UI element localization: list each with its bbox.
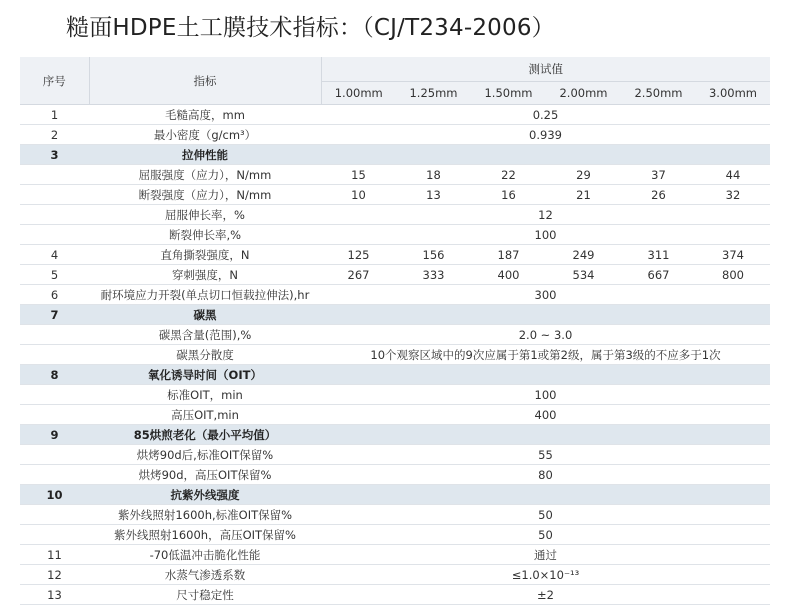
row-value: 37 [621, 165, 696, 185]
row-label: 碳黑含量(范围),% [89, 325, 321, 345]
row-number: 12 [20, 565, 89, 585]
thickness-header: 2.00mm [546, 82, 621, 105]
table-row [20, 405, 770, 425]
row-value: 16 [471, 185, 546, 205]
row-label: 耐环境应力开裂(单点切口恒载拉伸法),hr [89, 285, 321, 305]
row-value: 400 [321, 405, 770, 425]
table-row [20, 165, 770, 185]
table-row [20, 565, 770, 585]
table-row [20, 325, 770, 345]
row-label: 紫外线照射1600h，高压OIT保留% [89, 525, 321, 545]
section-label: 碳黑 [89, 305, 321, 325]
row-number: 9 [20, 425, 89, 445]
table-row [20, 265, 770, 285]
row-number: 2 [20, 125, 89, 145]
section-filler [321, 305, 770, 325]
section-row [20, 305, 770, 325]
row-value: 10个观察区域中的9次应属于第1或第2级，属于第3级的不应多于1次 [321, 345, 770, 365]
table-row [20, 545, 770, 565]
row-label: 毛糙高度，mm [89, 105, 321, 125]
row-value: 22 [471, 165, 546, 185]
table-row [20, 285, 770, 305]
table-row [20, 245, 770, 265]
row-number: 6 [20, 285, 89, 305]
row-value: 21 [546, 185, 621, 205]
row-number [20, 205, 89, 225]
table-row [20, 105, 770, 125]
row-value: 0.939 [321, 125, 770, 145]
row-value: 2.0 ~ 3.0 [321, 325, 770, 345]
row-number: 7 [20, 305, 89, 325]
row-value: 15 [321, 165, 396, 185]
row-value: 26 [621, 185, 696, 205]
table-row [20, 225, 770, 245]
table-row [20, 385, 770, 405]
row-label: 直角撕裂强度，N [89, 245, 321, 265]
row-number: 1 [20, 105, 89, 125]
row-value: 534 [546, 265, 621, 285]
header-no: 序号 [20, 57, 89, 105]
row-value: 32 [696, 185, 770, 205]
row-label: 紫外线照射1600h,标准OIT保留% [89, 505, 321, 525]
row-label: 高压OIT,min [89, 405, 321, 425]
row-label: 断裂伸长率,% [89, 225, 321, 245]
row-label: 碳黑分散度 [89, 345, 321, 365]
row-value: 249 [546, 245, 621, 265]
table-row [20, 505, 770, 525]
row-number: 5 [20, 265, 89, 285]
thickness-header: 1.25mm [396, 82, 471, 105]
row-value: 通过 [321, 545, 770, 565]
row-label: 水蒸气渗透系数 [89, 565, 321, 585]
row-value: 300 [321, 285, 770, 305]
section-filler [321, 485, 770, 505]
row-number: 8 [20, 365, 89, 385]
row-value: 44 [696, 165, 770, 185]
table-row [20, 185, 770, 205]
row-value: 0.25 [321, 105, 770, 125]
row-label: 标准OIT，min [89, 385, 321, 405]
section-row [20, 145, 770, 165]
header-test-value: 测试值 [321, 57, 770, 82]
row-number [20, 165, 89, 185]
row-value: 125 [321, 245, 396, 265]
section-label: 85烘煎老化（最小平均值） [89, 425, 321, 445]
row-number [20, 465, 89, 485]
row-label: 屈服强度（应力），N/mm [89, 165, 321, 185]
row-value: 50 [321, 505, 770, 525]
row-label: 烘烤90d后,标准OIT保留% [89, 445, 321, 465]
section-filler [321, 145, 770, 165]
row-label: 最小密度（g/cm³） [89, 125, 321, 145]
row-label: 屈服伸长率，% [89, 205, 321, 225]
table-row [20, 205, 770, 225]
table-row [20, 585, 770, 605]
row-number [20, 325, 89, 345]
row-value: ±2 [321, 585, 770, 605]
row-number [20, 505, 89, 525]
row-number [20, 345, 89, 365]
row-value: 267 [321, 265, 396, 285]
row-value: ≤1.0×10⁻¹³ [321, 565, 770, 585]
row-label: 穿刺强度，N [89, 265, 321, 285]
table-row [20, 125, 770, 145]
thickness-header: 1.00mm [321, 82, 396, 105]
row-number [20, 385, 89, 405]
section-row [20, 485, 770, 505]
row-number: 13 [20, 585, 89, 605]
spec-table [20, 57, 770, 605]
row-label: 烘烤90d，高压OIT保留% [89, 465, 321, 485]
row-value: 10 [321, 185, 396, 205]
row-value: 156 [396, 245, 471, 265]
row-value: 667 [621, 265, 696, 285]
section-label: 拉伸性能 [89, 145, 321, 165]
row-value: 18 [396, 165, 471, 185]
row-value: 187 [471, 245, 546, 265]
row-value: 374 [696, 245, 770, 265]
section-row [20, 365, 770, 385]
row-number: 3 [20, 145, 89, 165]
table-row [20, 445, 770, 465]
thickness-header: 1.50mm [471, 82, 546, 105]
row-value: 80 [321, 465, 770, 485]
section-label: 抗紫外线强度 [89, 485, 321, 505]
row-number [20, 185, 89, 205]
row-number: 11 [20, 545, 89, 565]
page-title: 糙面HDPE土工膜技术指标：（CJ/T234-2006） [66, 15, 555, 41]
row-value: 55 [321, 445, 770, 465]
table-row [20, 465, 770, 485]
row-number [20, 525, 89, 545]
row-value: 311 [621, 245, 696, 265]
row-value: 100 [321, 225, 770, 245]
section-label: 氧化诱导时间（OIT） [89, 365, 321, 385]
row-label: -70低温冲击脆化性能 [89, 545, 321, 565]
row-value: 12 [321, 205, 770, 225]
table-row [20, 345, 770, 365]
row-label: 断裂强度（应力），N/mm [89, 185, 321, 205]
row-value: 333 [396, 265, 471, 285]
header-row [20, 57, 770, 82]
row-value: 100 [321, 385, 770, 405]
row-number: 10 [20, 485, 89, 505]
row-label: 尺寸稳定性 [89, 585, 321, 605]
row-number [20, 225, 89, 245]
thickness-header: 2.50mm [621, 82, 696, 105]
row-value: 50 [321, 525, 770, 545]
row-value: 29 [546, 165, 621, 185]
table-row [20, 525, 770, 545]
row-value: 400 [471, 265, 546, 285]
row-value: 13 [396, 185, 471, 205]
header-item: 指标 [89, 57, 321, 105]
row-number: 4 [20, 245, 89, 265]
thickness-header: 3.00mm [696, 82, 770, 105]
row-number [20, 405, 89, 425]
row-number [20, 445, 89, 465]
section-filler [321, 365, 770, 385]
row-value: 800 [696, 265, 770, 285]
section-row [20, 425, 770, 445]
section-filler [321, 425, 770, 445]
